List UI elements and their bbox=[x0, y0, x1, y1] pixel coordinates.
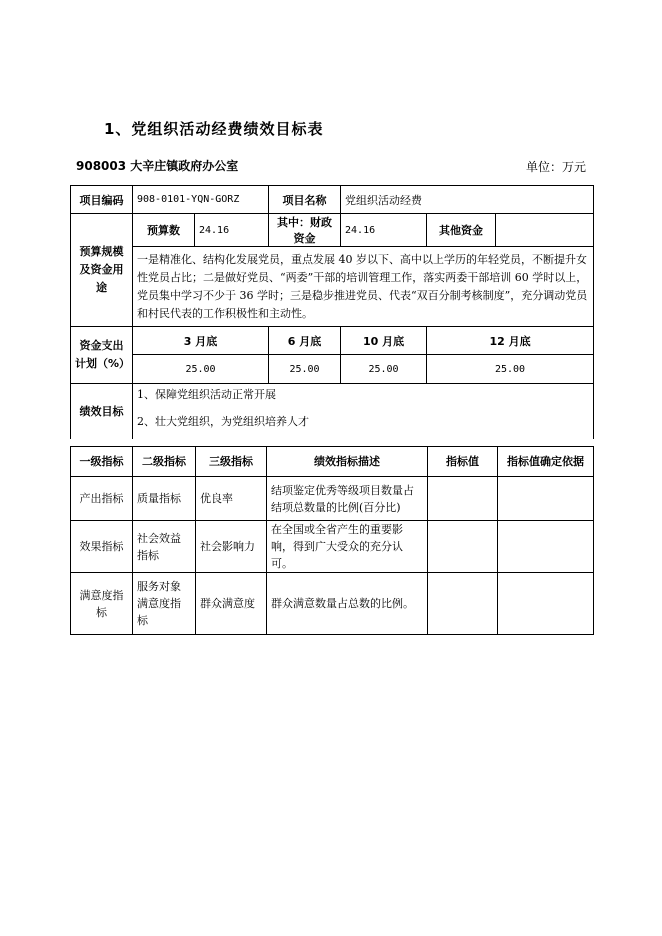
header-value: 指标值 bbox=[428, 447, 498, 477]
description-cell: 结项鉴定优秀等级项目数量占结项总数量的比例(百分比) bbox=[267, 477, 428, 521]
level1-cell: 效果指标 bbox=[71, 521, 133, 573]
level3-cell: 优良率 bbox=[196, 477, 267, 521]
spending-plan-label: 资金支出计划（%） bbox=[71, 327, 133, 384]
basis-cell bbox=[498, 521, 594, 573]
page-title: 1、党组织活动经费绩效目标表 bbox=[104, 120, 324, 138]
project-name-label: 项目名称 bbox=[269, 186, 341, 214]
basis-cell bbox=[498, 573, 594, 635]
level1-cell: 满意度指标 bbox=[71, 573, 133, 635]
indicators-table bbox=[70, 446, 594, 635]
performance-goals-label: 绩效目标 bbox=[71, 384, 133, 439]
project-info-table bbox=[70, 185, 594, 439]
plan-value-mar: 25.00 bbox=[133, 355, 269, 384]
performance-goals-text bbox=[133, 384, 594, 439]
plan-value-dec: 25.00 bbox=[427, 355, 594, 384]
plan-period-jun: 6 月底 bbox=[269, 327, 341, 355]
plan-period-dec: 12 月底 bbox=[427, 327, 594, 355]
value-cell bbox=[428, 573, 498, 635]
project-name-value: 党组织活动经费 bbox=[341, 186, 594, 214]
plan-value-jun: 25.00 bbox=[269, 355, 341, 384]
table-row bbox=[71, 477, 594, 521]
basis-cell bbox=[498, 477, 594, 521]
header-level1: 一级指标 bbox=[71, 447, 133, 477]
other-funds-label: 其他资金 bbox=[427, 214, 496, 247]
budget-amount-value: 24.16 bbox=[195, 214, 269, 247]
header-level2: 二级指标 bbox=[133, 447, 196, 477]
budget-amount-label: 预算数 bbox=[133, 214, 195, 247]
level2-cell: 质量指标 bbox=[133, 477, 196, 521]
goal-item: 2、壮大党组织，为党组织培养人才 bbox=[137, 415, 309, 428]
organization-name: 908003 大辛庄镇政府办公室 bbox=[76, 159, 239, 173]
value-cell bbox=[428, 477, 498, 521]
project-code-value: 908-0101-YQN-GORZ bbox=[133, 186, 269, 214]
other-funds-value bbox=[496, 214, 594, 247]
level1-cell: 产出指标 bbox=[71, 477, 133, 521]
header-basis: 指标值确定依据 bbox=[498, 447, 594, 477]
table-row bbox=[71, 573, 594, 635]
level3-cell: 群众满意度 bbox=[196, 573, 267, 635]
plan-period-mar: 3 月底 bbox=[133, 327, 269, 355]
project-code-label: 项目编码 bbox=[71, 186, 133, 214]
value-cell bbox=[428, 521, 498, 573]
plan-period-oct: 10 月底 bbox=[341, 327, 427, 355]
header-level3: 三级指标 bbox=[196, 447, 267, 477]
level3-cell: 社会影响力 bbox=[196, 521, 267, 573]
fiscal-funds-value: 24.16 bbox=[341, 214, 427, 247]
level2-cell: 服务对象满意度指标 bbox=[133, 573, 196, 635]
budget-usage-label: 预算规模及资金用途 bbox=[71, 214, 133, 327]
fiscal-funds-label: 其中：财政资金 bbox=[269, 214, 341, 247]
level2-cell: 社会效益指标 bbox=[133, 521, 196, 573]
goal-item: 1、保障党组织活动正常开展 bbox=[137, 388, 276, 401]
plan-value-oct: 25.00 bbox=[341, 355, 427, 384]
budget-usage-text: 一是精准化、结构化发展党员，重点发展 40 岁以下、高中以上学历的年轻党员，不断提升女性党员占比；二是做好党员、“两委”干部的培训管理工作，落实两委干部培训 60 学时以上，党员集中学习不少于 36 学时；三是稳步推进党员、代表“双百分制考核制度”，充分调动党员和村民代表的工作积极性和主动性。 bbox=[133, 247, 594, 327]
description-cell: 群众满意数量占总数的比例。 bbox=[267, 573, 428, 635]
unit-label: 单位：万元 bbox=[525, 160, 586, 174]
description-cell: 在全国或全省产生的重要影响，得到广大受众的充分认可。 bbox=[267, 521, 428, 573]
header-description: 绩效指标描述 bbox=[267, 447, 428, 477]
table-row bbox=[71, 521, 594, 573]
